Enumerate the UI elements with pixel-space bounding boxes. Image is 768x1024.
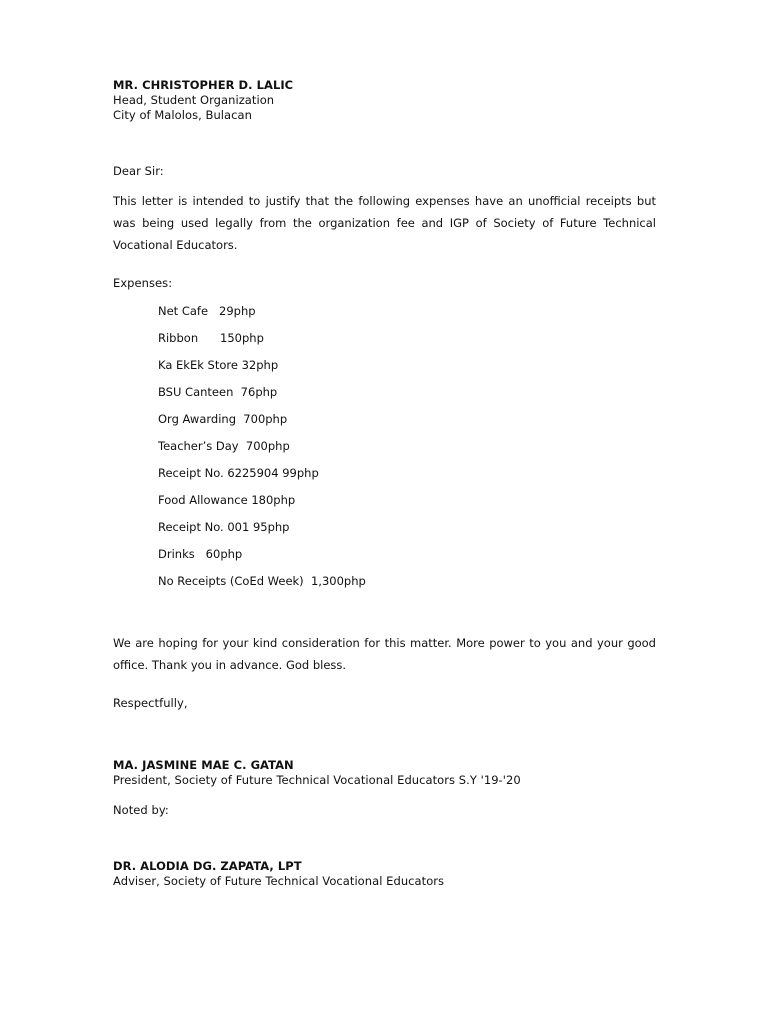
- sender-position: President, Society of Future Technical Vocational Educators S.Y '19-'20: [113, 773, 521, 787]
- recipient-location: City of Malolos, Bulacan: [113, 108, 252, 122]
- adviser-position: Adviser, Society of Future Technical Vocational Educators: [113, 874, 445, 888]
- expenses-heading: Expenses:: [113, 276, 173, 290]
- expense-item: Net Cafe 29php: [158, 304, 256, 318]
- expense-item: No Receipts (CoEd Week) 1,300php: [158, 574, 366, 588]
- expense-item: Receipt No. 6225904 99php: [158, 466, 319, 480]
- recipient-position: Head, Student Organization: [113, 93, 275, 107]
- salutation: Dear Sir:: [113, 164, 164, 178]
- closing-paragraph: We are hoping for your kind consideration for this matter. More power to you and your good office. Thank you in advance. God bless.: [113, 636, 656, 672]
- expense-item: Teacher’s Day 700php: [158, 439, 290, 453]
- adviser-name: DR. ALODIA DG. ZAPATA, LPT: [113, 859, 302, 873]
- complimentary-close: Respectfully,: [113, 696, 188, 710]
- expense-item: Ribbon 150php: [158, 331, 264, 345]
- recipient-name: MR. CHRISTOPHER D. LALIC: [113, 78, 294, 92]
- expense-item: Receipt No. 001 95php: [158, 520, 290, 534]
- intro-paragraph: This letter is intended to justify that the following expenses have an unofficial receipts but was being used legally from the organization fee and IGP of Society of Future Technical Vocational Educators.: [113, 194, 656, 252]
- expense-item: Food Allowance 180php: [158, 493, 296, 507]
- expense-item: Org Awarding 700php: [158, 412, 288, 426]
- expense-item: Drinks 60php: [158, 547, 243, 561]
- noted-by-label: Noted by:: [113, 803, 169, 817]
- expense-item: BSU Canteen 76php: [158, 385, 278, 399]
- expense-item: Ka EkEk Store 32php: [158, 358, 279, 372]
- sender-name: MA. JASMINE MAE C. GATAN: [113, 758, 294, 772]
